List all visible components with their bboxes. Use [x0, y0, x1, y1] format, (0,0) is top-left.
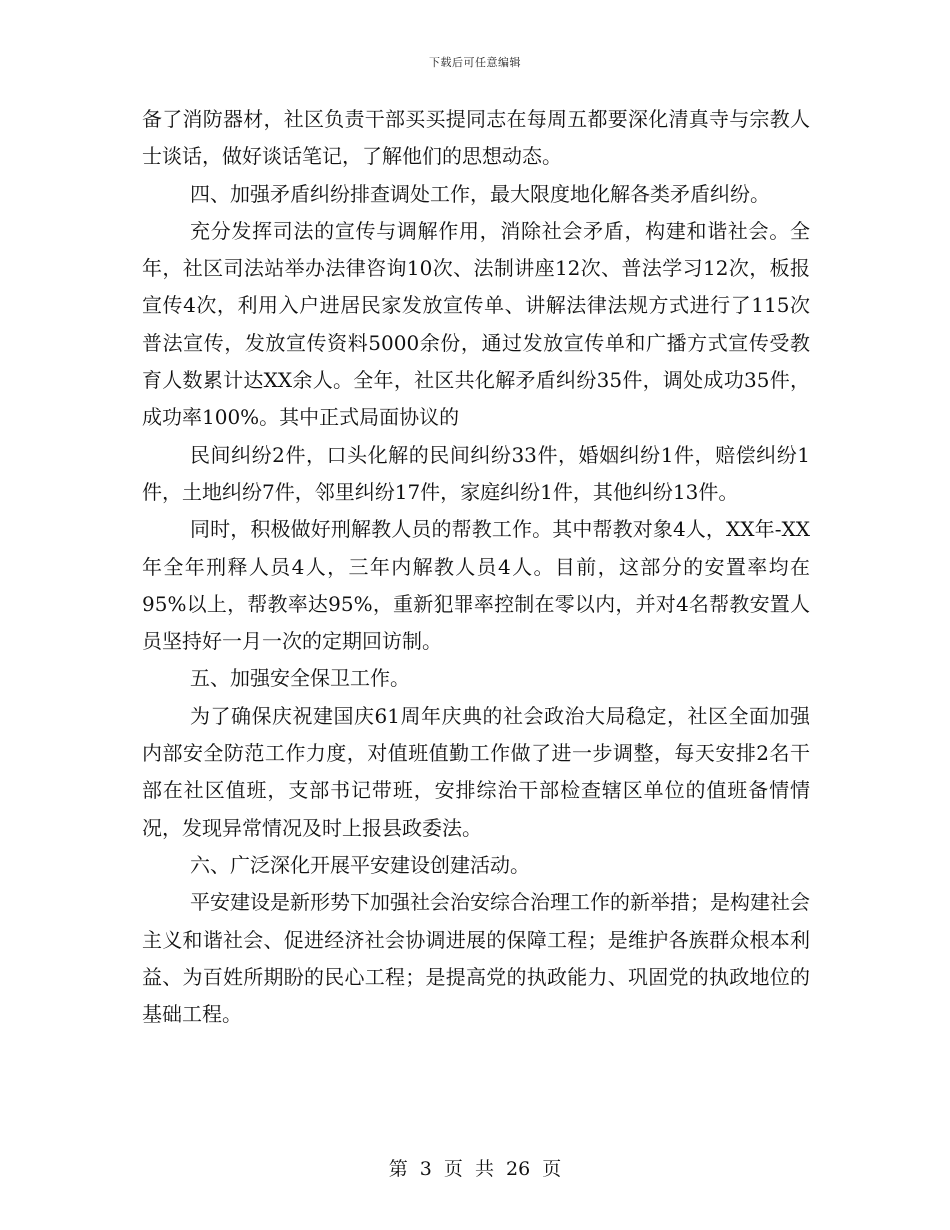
document-body [142, 101, 810, 1033]
paragraph-continuation: 备了消防器材，社区负责干部买买提同志在每周五都要深化清真寺与宗教人士谈话，做好谈话笔记，了解他们的思想动态。 [142, 107, 810, 169]
paragraph-dispute-stats: 民间纠纷2件，口头化解的民间纠纷33件，婚姻纠纷1件，赔偿纠纷1件，土地纠纷7件，邻里纠纷17件，家庭纠纷1件，其他纠纷13件。 [142, 442, 810, 504]
section-heading-5: 五、加强安全保卫工作。 [190, 666, 410, 691]
paragraph-security: 为了确保庆祝建国庆61周年庆典的社会政治大局稳定，社区全面加强内部安全防范工作力度，对值班值勤工作做了进一步调整，每天安排2名干部在社区值班，支部书记带班，安排综治干部检查辖区单位的值班备情情况，发现异常情况及时上报县政委法。 [142, 703, 810, 840]
page-footer: 第 3 页 共 26 页 [388, 1158, 562, 1180]
paragraph-safety-construction: 平安建设是新形势下加强社会治安综合治理工作的新举措；是构建社会主义和谐社会、促进经济社会协调进展的保障工程；是维护各族群众根本利益、为百姓所期盼的民心工程；是提高党的执政能力、巩固党的执政地位的基础工程。 [142, 890, 810, 1027]
page-header: 下载后可任意编辑 [429, 56, 521, 69]
section-heading-6: 六、广泛深化开展平安建设创建活动。 [190, 852, 530, 877]
paragraph-legal-publicity: 充分发挥司法的宣传与调解作用，消除社会矛盾，构建和谐社会。全年，社区司法站举办法律咨询10次、法制讲座12次、普法学习12次，板报宣传4次，利用入户进居民家发放宣传单、讲解法律法规方式进行了115次普法宣传，发放宣传资料5000余份，通过发放宣传单和广播方式宣传受教育人数累计达XX余人。全年，社区共化解矛盾纠纷35件，调处成功35件，成功率100%。其中正式局面协议的 [142, 218, 810, 430]
section-heading-4: 四、加强矛盾纠纷排查调处工作，最大限度地化解各类矛盾纠纷。 [190, 181, 770, 206]
paragraph-rehabilitation: 同时，积极做好刑解教人员的帮教工作。其中帮教对象4人，XX年-XX年全年刑释人员4人，三年内解教人员4人。目前，这部分的安置率均在95%以上，帮教率达95%，重新犯罪率控制在零以内，并对4名帮教安置人员坚持好一月一次的定期回访制。 [142, 517, 810, 654]
